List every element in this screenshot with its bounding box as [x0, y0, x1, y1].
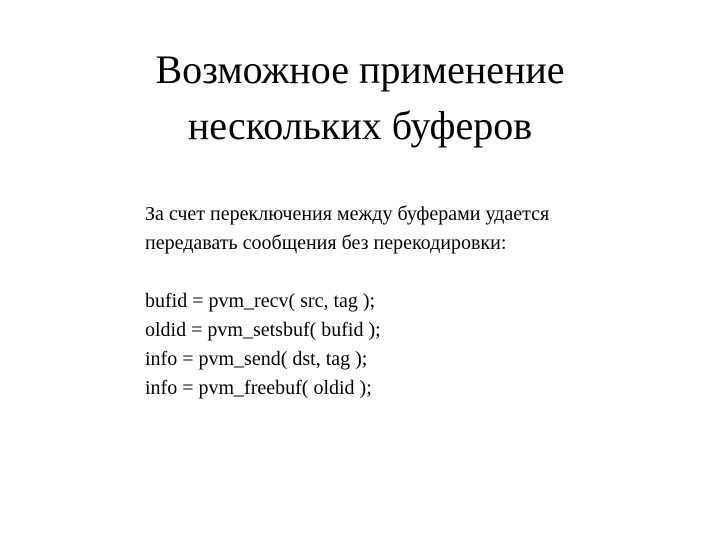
paragraph-spacer — [145, 258, 685, 287]
intro-line-1: За счет переключения между буферами удается — [145, 203, 550, 225]
code-line-1: bufid = pvm_recv( src, tag ); — [145, 290, 376, 312]
code-line-4: info = pvm_freebuf( oldid ); — [145, 377, 372, 399]
code-line-3: info = pvm_send( dst, tag ); — [145, 348, 368, 370]
slide-body — [145, 200, 685, 403]
code-line-2: oldid = pvm_setsbuf( bufid ); — [145, 319, 381, 341]
slide-title-line-2: нескольких буферов — [187, 103, 533, 148]
intro-line-2: передавать сообщения без перекодировки: — [145, 232, 507, 254]
slide-title-line-1: Возможное применение — [155, 47, 565, 92]
slide-title — [0, 42, 720, 154]
